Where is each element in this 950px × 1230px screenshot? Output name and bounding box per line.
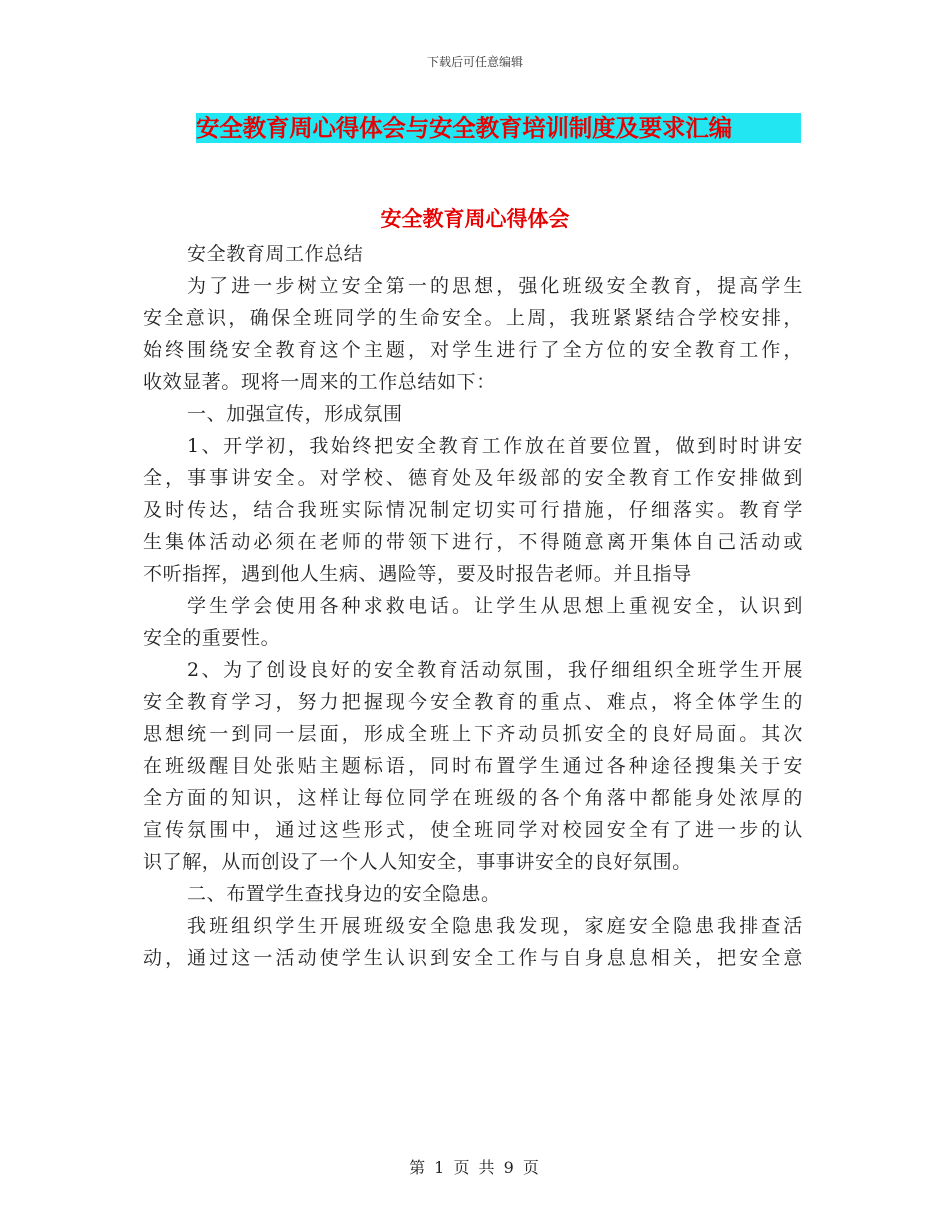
text-line: 1、开学初，我始终把安全教育工作放在首要位置，做到时时讲安 [187,435,803,457]
section-title: 安全教育周心得体会 [380,207,570,231]
text-line: 为了进一步树立安全第一的思想，强化班级安全教育，提高学生 [187,275,803,297]
text-line: 识了解，从而创设了一个人人知安全，事事讲安全的良好氛围。 [143,851,692,873]
text-line: 始终围绕安全教育这个主题，对学生进行了全方位的安全教育工作， [143,339,803,361]
section-heading: 一、加强宣传，形成氛围 [187,403,403,425]
paragraph-heading: 安全教育周工作总结 [187,243,364,265]
text-line: 及时传达，结合我班实际情况制定切实可行措施，仔细落实。教育学 [143,499,803,521]
text-line: 安全教育学习，努力把握现今安全教育的重点、难点，将全体学生的 [143,691,803,713]
text-line: 学生学会使用各种求救电话。让学生从思想上重视安全，认识到 [187,595,803,617]
text-line: 安全的重要性。 [143,627,281,649]
document-body [143,238,803,974]
page-title: 安全教育周心得体会与安全教育培训制度及要求汇编 [196,114,732,142]
text-line: 思想统一到同一层面，形成全班上下齐动员抓安全的良好局面。其次 [143,723,803,745]
page-number: 第 1 页 共 9 页 [409,1158,541,1177]
text-line: 在班级醒目处张贴主题标语，同时布置学生通过各种途径搜集关于安 [143,755,803,777]
section-heading: 二、布置学生查找身边的安全隐患。 [187,883,501,905]
text-line: 生集体活动必须在老师的带领下进行，不得随意离开集体自己活动或 [143,531,803,553]
text-line: 安全意识，确保全班同学的生命安全。上周，我班紧紧结合学校安排， [143,307,803,329]
header-note: 下载后可任意编辑 [426,55,523,69]
text-line: 2、为了创设良好的安全教育活动氛围，我仔细组织全班学生开展 [187,659,803,681]
text-line: 宣传氛围中，通过这些形式，使全班同学对校园安全有了进一步的认 [143,819,803,841]
text-line: 收效显著。现将一周来的工作总结如下： [143,371,496,393]
text-line: 我班组织学生开展班级安全隐患我发现，家庭安全隐患我排查活 [187,915,803,937]
text-line: 全，事事讲安全。对学校、德育处及年级部的安全教育工作安排做到 [143,467,803,489]
text-line: 不听指挥，遇到他人生病、遇险等，要及时报告老师。并且指导 [143,563,692,585]
text-line: 动，通过这一活动使学生认识到安全工作与自身息息相关，把安全意 [143,947,803,969]
text-line: 全方面的知识，这样让每位同学在班级的各个角落中都能身处浓厚的 [143,787,803,809]
